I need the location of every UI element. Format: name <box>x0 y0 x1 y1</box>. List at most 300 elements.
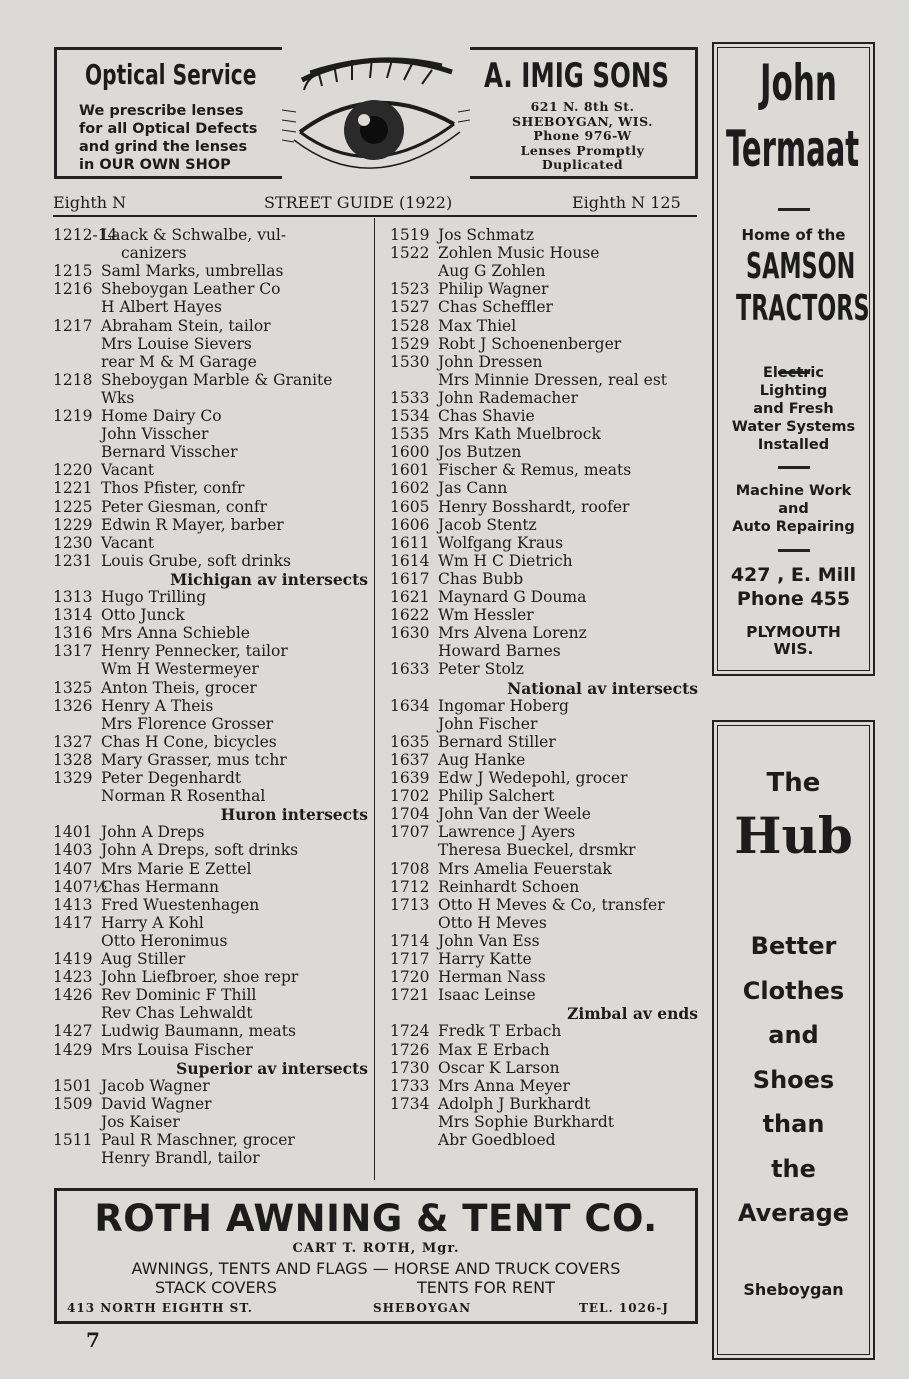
resident-name: Home Dairy Co <box>101 407 222 425</box>
resident-name: Ingomar Hoberg <box>438 696 569 715</box>
directory-entry <box>53 371 368 389</box>
optical-service-text: We prescribe lenses for all Optical Defects and grind the lenses in OUR OWN SHOP <box>79 103 258 173</box>
house-number: 1328 <box>53 750 93 769</box>
resident-name: Mrs Amelia Feuerstak <box>438 859 612 878</box>
termaat-name-first: John <box>760 54 837 112</box>
street-intersection-label: Zimbal av ends <box>567 1004 698 1024</box>
directory-entry <box>53 534 368 552</box>
house-number: 1417 <box>53 913 93 932</box>
directory-entry <box>53 968 368 986</box>
directory-entry <box>53 226 368 244</box>
directory-entry <box>53 479 368 497</box>
directory-entry <box>390 986 698 1004</box>
directory-entry <box>53 280 368 298</box>
resident-name: Henry Pennecker, tailor <box>101 642 288 661</box>
directory-entry <box>53 986 368 1004</box>
directory-entry <box>390 932 698 950</box>
resident-name: John Rademacher <box>438 388 578 407</box>
hub-the: The <box>766 768 821 798</box>
hub-ad <box>712 720 875 1360</box>
resident-name: Jacob Stentz <box>438 515 537 534</box>
resident-name: David Wagner <box>101 1094 212 1113</box>
house-number: 1215 <box>53 262 93 281</box>
directory-entry <box>53 317 368 335</box>
directory-entry <box>390 1041 698 1059</box>
resident-name: Paul R Maschner, grocer <box>101 1131 295 1149</box>
resident-name: rear M & M Garage <box>101 352 257 371</box>
house-number: 1714 <box>390 931 430 950</box>
house-number: 1413 <box>53 895 93 914</box>
resident-name: Hugo Trilling <box>101 588 207 606</box>
directory-entry <box>390 588 698 606</box>
resident-name: Chas Hermann <box>101 877 219 896</box>
house-number: 1534 <box>390 407 430 425</box>
roth-manager: CART T. ROTH, Mgr. <box>292 1241 460 1256</box>
directory-entry <box>53 715 368 733</box>
house-number: 1634 <box>390 696 430 715</box>
resident-name: John A Dreps, soft drinks <box>101 841 299 860</box>
resident-name: Theresa Bueckel, drsmkr <box>438 841 636 860</box>
house-number: 1229 <box>53 515 93 534</box>
resident-name: Chas Shavie <box>438 407 535 425</box>
resident-name: Abr Goedbloed <box>438 1131 556 1149</box>
house-number: 1708 <box>390 859 430 878</box>
resident-name: John A Dreps <box>101 823 205 842</box>
house-number: 1225 <box>53 497 93 516</box>
directory-entry <box>390 389 698 407</box>
house-number: 1724 <box>390 1022 430 1041</box>
house-number: 1429 <box>53 1040 93 1059</box>
resident-name: Anton Theis, grocer <box>101 678 257 697</box>
resident-name: Herman Nass <box>438 968 546 987</box>
resident-name: Abraham Stein, tailor <box>101 316 271 335</box>
house-number: 1427 <box>53 1022 93 1041</box>
directory-entry <box>390 968 698 986</box>
directory-entry <box>53 1004 368 1022</box>
resident-name: Chas Scheffler <box>438 298 553 317</box>
street-intersection-label: Superior av intersects <box>176 1058 368 1078</box>
resident-name: Sheboygan Leather Co <box>101 280 281 299</box>
hub-slogan: Better Clothes and Shoes than the Average <box>737 932 850 1227</box>
directory-entry <box>390 353 698 371</box>
directory-entry <box>53 1041 368 1059</box>
hub-city: Sheboygan <box>743 1280 844 1299</box>
directory-entry <box>390 715 698 733</box>
resident-name: Mrs Marie E Zettel <box>101 859 252 878</box>
resident-name: Fischer & Remus, meats <box>438 461 632 480</box>
directory-entry <box>53 1077 368 1095</box>
termaat-brand-tractors: TRACTORS <box>736 288 870 329</box>
directory-entry <box>53 244 368 262</box>
directory-entry <box>53 878 368 896</box>
directory-entry <box>53 461 368 479</box>
resident-name: Henry Bosshardt, roofer <box>438 497 630 516</box>
roth-city: SHEBOYGAN <box>373 1301 472 1315</box>
directory-entry <box>390 1077 698 1095</box>
house-number: 1622 <box>390 606 430 625</box>
resident-name: Ludwig Baumann, meats <box>101 1022 296 1041</box>
house-number: 1231 <box>53 551 93 570</box>
directory-entry <box>390 335 698 353</box>
directory-column-left <box>53 226 368 1184</box>
directory-entry <box>53 443 368 461</box>
resident-name: Otto H Meves & Co, transfer <box>438 895 665 914</box>
resident-name: Laack & Schwalbe, vul- <box>101 226 287 244</box>
directory-entry <box>390 498 698 516</box>
resident-name: Aug Stiller <box>101 950 186 968</box>
house-number: 1426 <box>53 986 93 1005</box>
resident-name: Jos Kaiser <box>101 1112 180 1131</box>
resident-name: John Van der Weele <box>438 805 591 824</box>
street-intersection-label: National av intersects <box>507 678 698 698</box>
resident-name: Henry A Theis <box>101 696 214 715</box>
resident-name: Max E Erbach <box>438 1040 550 1059</box>
house-number: 1712 <box>390 877 430 896</box>
house-number: 1221 <box>53 479 93 498</box>
resident-name: Vacant <box>101 533 155 552</box>
resident-name: John Dressen <box>438 352 543 371</box>
resident-name: John Visscher <box>101 425 209 444</box>
resident-name: Wm H Westermeyer <box>101 660 259 679</box>
house-number: 1528 <box>390 316 430 335</box>
termaat-name-last: Termaat <box>726 120 860 178</box>
optical-service-ad <box>54 47 282 179</box>
resident-name: Aug Hanke <box>438 750 526 769</box>
directory-entry <box>390 298 698 316</box>
house-number: 1316 <box>53 624 93 643</box>
house-number: 1637 <box>390 750 430 769</box>
directory-entry <box>390 606 698 624</box>
directory-entry <box>53 841 368 859</box>
directory-entry <box>53 588 368 606</box>
resident-name: Mrs Minnie Dressen, real est <box>438 370 668 389</box>
house-number: 1407 <box>53 859 93 878</box>
termaat-ad <box>712 42 875 676</box>
resident-name: Zohlen Music House <box>438 244 600 263</box>
resident-name: Edwin R Mayer, barber <box>101 515 284 534</box>
resident-name: Mrs Alvena Lorenz <box>438 624 587 643</box>
resident-name: Mrs Florence Grosser <box>101 714 274 733</box>
resident-name: Otto Heronimus <box>101 931 228 950</box>
directory-entry <box>390 407 698 425</box>
house-number: 1501 <box>53 1076 93 1095</box>
resident-name: Mrs Sophie Burkhardt <box>438 1112 615 1131</box>
house-number: 1733 <box>390 1076 430 1095</box>
resident-name: Fredk T Erbach <box>438 1022 562 1041</box>
directory-entry <box>390 697 698 715</box>
directory-entry <box>390 841 698 859</box>
house-number: 1530 <box>390 352 430 371</box>
resident-name: Jacob Wagner <box>101 1076 210 1095</box>
roth-stack-covers: STACK COVERS <box>155 1278 277 1297</box>
directory-entry <box>390 425 698 443</box>
resident-name: Norman R Rosenthal <box>101 787 266 806</box>
house-number: 1220 <box>53 461 93 480</box>
roth-title: ROTH AWNING & TENT CO. <box>94 1197 658 1240</box>
house-number: 1219 <box>53 407 93 425</box>
directory-entry <box>390 823 698 841</box>
house-number: 1713 <box>390 895 430 914</box>
house-number: 1605 <box>390 497 430 516</box>
directory-entry <box>53 389 368 407</box>
house-number: 1602 <box>390 479 430 498</box>
directory-entry <box>53 697 368 715</box>
house-number: 1726 <box>390 1040 430 1059</box>
house-number: 1230 <box>53 533 93 552</box>
house-number: 1527 <box>390 298 430 317</box>
resident-name: Jas Cann <box>438 479 508 498</box>
directory-entry <box>53 1131 368 1149</box>
resident-name: Otto H Meves <box>438 913 547 932</box>
house-number: 1529 <box>390 334 430 353</box>
resident-name: Saml Marks, umbrellas <box>101 262 284 281</box>
directory-entry <box>390 317 698 335</box>
column-divider <box>374 218 375 1180</box>
resident-name: Louis Grube, soft drinks <box>101 551 291 570</box>
house-number: 1720 <box>390 968 430 987</box>
directory-entry <box>53 642 368 660</box>
directory-entry <box>53 1022 368 1040</box>
house-number: 1635 <box>390 732 430 751</box>
house-number: 1707 <box>390 823 430 842</box>
resident-name: Mrs Louise Sievers <box>101 334 252 353</box>
directory-entry <box>390 896 698 914</box>
directory-entry <box>390 371 698 389</box>
house-number: 1621 <box>390 588 430 606</box>
resident-name: Otto Junck <box>101 606 185 625</box>
resident-name: Edw J Wedepohl, grocer <box>438 769 628 787</box>
resident-name: Aug G Zohlen <box>438 262 546 281</box>
resident-name: Robt J Schoenenberger <box>438 334 622 353</box>
resident-name: Peter Degenhardt <box>101 769 242 787</box>
resident-name: Chas H Cone, bicycles <box>101 732 277 751</box>
house-number: 1617 <box>390 569 430 588</box>
resident-name: Philip Wagner <box>438 280 549 299</box>
directory-entry <box>390 733 698 751</box>
house-number: 1721 <box>390 986 430 1005</box>
resident-name: Maynard G Douma <box>438 588 587 606</box>
directory-entry <box>390 570 698 588</box>
termaat-machine-text: Machine Work and Auto Repairing <box>732 483 855 535</box>
directory-entry <box>53 516 368 534</box>
resident-name: Fred Wuestenhagen <box>101 895 260 914</box>
directory-entry <box>53 950 368 968</box>
roth-tents-for-rent: TENTS FOR RENT <box>417 1278 555 1297</box>
resident-name: Wks <box>101 388 135 407</box>
directory-entry <box>390 878 698 896</box>
directory-entry <box>53 298 368 316</box>
house-number: 1403 <box>53 841 93 860</box>
directory-entry <box>53 498 368 516</box>
resident-name: Sheboygan Marble & Granite <box>101 370 333 389</box>
house-number: 1511 <box>53 1131 93 1149</box>
directory-entry <box>390 624 698 642</box>
directory-entry <box>53 787 368 805</box>
house-number: 1217 <box>53 316 93 335</box>
directory-entry <box>390 461 698 479</box>
resident-name: Philip Salchert <box>438 787 555 806</box>
header-center: STREET GUIDE (1922) <box>264 193 453 212</box>
resident-name: Mrs Kath Muelbrock <box>438 425 601 444</box>
resident-name: Mrs Anna Schieble <box>101 624 250 643</box>
hub-name: Hub <box>734 806 853 865</box>
imig-sons-ad <box>470 47 698 179</box>
house-number: 1717 <box>390 950 430 968</box>
resident-name: Peter Stolz <box>438 660 524 679</box>
house-number: 1601 <box>390 461 430 480</box>
directory-entry <box>53 660 368 678</box>
resident-name: Chas Bubb <box>438 569 524 588</box>
directory-entry <box>53 606 368 624</box>
directory-entry <box>53 1095 368 1113</box>
house-number: 1519 <box>390 226 430 244</box>
directory-entry <box>390 534 698 552</box>
roth-awning-ad <box>54 1188 698 1324</box>
house-number: 1702 <box>390 787 430 806</box>
termaat-address: 427 , E. Mill <box>730 564 857 586</box>
street-intersection-label: Huron intersects <box>220 805 368 825</box>
house-number: 1600 <box>390 443 430 462</box>
resident-name: John Liefbroer, shoe repr <box>101 968 299 987</box>
directory-entry <box>53 914 368 932</box>
house-number: 1522 <box>390 244 430 263</box>
resident-name: Isaac Leinse <box>438 986 536 1005</box>
directory-entry <box>53 1149 368 1167</box>
directory-entry <box>53 262 368 280</box>
resident-name: Lawrence J Ayers <box>438 823 576 842</box>
house-number: 1327 <box>53 732 93 751</box>
resident-name: Harry A Kohl <box>101 913 204 932</box>
resident-name: Wm H C Dietrich <box>438 551 573 570</box>
house-number: 1423 <box>53 968 93 987</box>
directory-entry <box>53 896 368 914</box>
directory-entry <box>390 642 698 660</box>
directory-entry <box>390 516 698 534</box>
resident-name: Howard Barnes <box>438 642 561 661</box>
directory-entry <box>390 769 698 787</box>
house-number: 1704 <box>390 805 430 824</box>
house-number: 1401 <box>53 823 93 842</box>
directory-entry <box>390 262 698 280</box>
house-number: 1325 <box>53 678 93 697</box>
termaat-home-of: Home of the <box>741 226 846 244</box>
house-number: 1329 <box>53 769 93 787</box>
resident-name: Oscar K Larson <box>438 1058 560 1077</box>
directory-entry <box>390 914 698 932</box>
header-rule <box>53 215 697 217</box>
resident-name: Max Thiel <box>438 316 517 335</box>
directory-entry <box>53 624 368 642</box>
directory-entry <box>53 552 368 570</box>
directory-entry <box>53 353 368 371</box>
resident-name: canizers <box>121 244 187 263</box>
house-number: 1509 <box>53 1094 93 1113</box>
resident-name: Peter Giesman, confr <box>101 497 268 516</box>
house-number: 1533 <box>390 388 430 407</box>
street-intersection-label: Michigan av intersects <box>170 569 368 589</box>
resident-name: Bernard Stiller <box>438 732 556 751</box>
house-number: 1407½ <box>53 877 108 896</box>
roth-address: 413 NORTH EIGHTH ST. <box>67 1301 253 1315</box>
directory-entry <box>390 1131 698 1149</box>
resident-name: Jos Schmatz <box>438 226 535 244</box>
directory-entry <box>390 660 698 678</box>
directory-entry <box>390 1059 698 1077</box>
resident-name: John Van Ess <box>438 931 540 950</box>
house-number: 1614 <box>390 551 430 570</box>
house-number: 1317 <box>53 642 93 661</box>
resident-name: Thos Pfister, confr <box>101 479 245 498</box>
resident-name: Mary Grasser, mus tchr <box>101 750 287 769</box>
directory-entry <box>390 787 698 805</box>
directory-entry <box>390 479 698 497</box>
resident-name: Mrs Anna Meyer <box>438 1076 570 1095</box>
directory-entry <box>53 679 368 697</box>
page-number: 7 <box>86 1328 100 1352</box>
house-number: 1216 <box>53 280 93 299</box>
house-number: 1730 <box>390 1058 430 1077</box>
directory-entry <box>390 443 698 461</box>
directory-entry <box>53 932 368 950</box>
resident-name: Wolfgang Kraus <box>438 533 564 552</box>
directory-entry <box>53 769 368 787</box>
directory-entry <box>390 860 698 878</box>
resident-name: Rev Dominic F Thill <box>101 986 257 1005</box>
directory-column-right <box>390 226 698 1184</box>
house-number: 1633 <box>390 660 430 679</box>
house-number: 1611 <box>390 533 430 552</box>
resident-name: Reinhardt Schoen <box>438 877 580 896</box>
house-number: 1639 <box>390 769 430 787</box>
house-number: 1419 <box>53 950 93 968</box>
directory-entry <box>53 733 368 751</box>
house-number: 1606 <box>390 515 430 534</box>
directory-entry <box>53 425 368 443</box>
house-number: 1523 <box>390 280 430 299</box>
directory-entry <box>390 1022 698 1040</box>
directory-entry <box>390 1113 698 1131</box>
resident-name: Bernard Visscher <box>101 443 238 462</box>
header-right: Eighth N 125 <box>572 193 681 212</box>
house-number: 1630 <box>390 624 430 643</box>
directory-entry <box>390 805 698 823</box>
termaat-phone: Phone 455 <box>736 588 851 610</box>
directory-entry <box>53 407 368 425</box>
house-number: 1218 <box>53 370 93 389</box>
optical-service-title: Optical Service <box>85 58 257 91</box>
directory-entry <box>390 751 698 769</box>
directory-entry <box>53 860 368 878</box>
directory-entry <box>390 244 698 262</box>
eye-illustration <box>282 50 470 182</box>
directory-entry <box>53 751 368 769</box>
header-left: Eighth N <box>53 193 127 212</box>
resident-name: Jos Butzen <box>438 443 522 462</box>
termaat-city: PLYMOUTH WIS. <box>746 623 841 658</box>
resident-name: Rev Chas Lehwaldt <box>101 1004 253 1023</box>
house-number: 1535 <box>390 425 430 444</box>
house-number: 1212-14 <box>53 226 118 244</box>
directory-entry <box>390 280 698 298</box>
termaat-lighting-text: Electric Lighting and Fresh Water Systems Installed <box>731 365 856 453</box>
directory-entry <box>390 950 698 968</box>
directory-entry <box>53 823 368 841</box>
directory-entry <box>390 552 698 570</box>
resident-name: Vacant <box>101 461 155 480</box>
resident-name: Mrs Louisa Fischer <box>101 1040 253 1059</box>
roth-tel: TEL. 1026-J <box>579 1301 669 1315</box>
resident-name: H Albert Hayes <box>101 298 222 317</box>
